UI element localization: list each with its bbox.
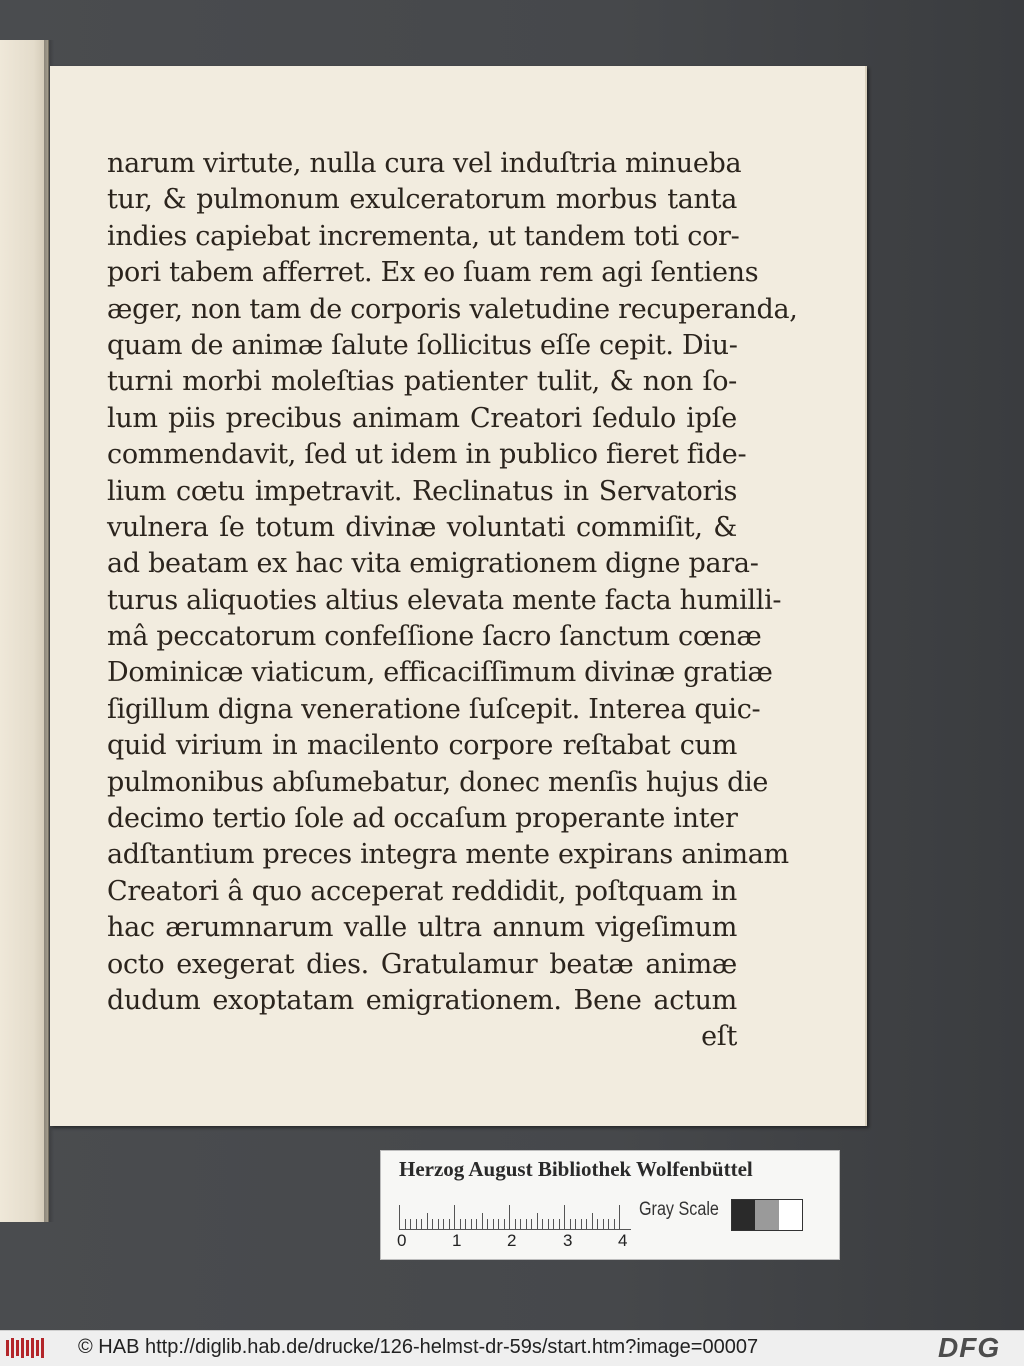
ruler-tick <box>438 1219 439 1229</box>
hab-logo-icon <box>6 1338 46 1358</box>
text-line: quam de animæ ſalute ſollicitus eſſe cepit. Diu- <box>107 329 738 361</box>
text-line: vulnera ſe totum divinæ voluntati commiſit, & <box>107 511 737 543</box>
page-text <box>107 146 798 1056</box>
ruler-tick <box>564 1205 565 1229</box>
ruler-tick <box>454 1205 455 1229</box>
ruler-tick <box>537 1213 538 1229</box>
text-line: mâ peccatorum confeſſione ſacro ſanctum cœnæ <box>107 621 762 653</box>
text-line: narum virtute, nulla cura vel induſtria minueba <box>107 148 742 179</box>
text-line: pulmonibus abſumebatur, donec menſis hujus die <box>107 766 769 798</box>
book-page <box>50 66 867 1126</box>
ruler-tick <box>581 1219 582 1229</box>
facing-page-edge <box>0 40 49 1222</box>
text-line: lium cœtu impetravit. Reclinatus in Servatoris <box>107 475 737 507</box>
text-line: Creatori â quo acceperat reddidit, poſtquam in <box>107 875 737 907</box>
gray-scale-label: Gray Scale <box>639 1199 719 1220</box>
ruler-number: 1 <box>452 1231 462 1250</box>
text-line: indies capiebat incrementa, ut tandem toti cor- <box>107 220 740 252</box>
copyright-url: © HAB http://diglib.hab.de/drucke/126-helmst-dr-59s/start.htm?image=00007 <box>78 1336 759 1358</box>
library-name: Herzog August Bibliothek Wolfenbüttel <box>399 1157 753 1181</box>
text-line: turus aliquoties altius elevata mente facta humilli- <box>107 584 782 616</box>
ruler-tick <box>405 1219 406 1229</box>
text-line: tur, & pulmonum exulceratorum morbus tanta <box>107 184 737 216</box>
ruler-tick <box>471 1219 472 1229</box>
footer-bar <box>0 1330 1024 1366</box>
text-line: ſigillum digna veneratione ſuſcepit. Interea quic- <box>107 693 761 725</box>
ruler-tick <box>597 1219 598 1229</box>
dfg-logo: DFG <box>938 1332 1001 1363</box>
ruler-tick <box>509 1205 510 1229</box>
ruler-number: 4 <box>618 1231 628 1250</box>
text-line: quid virium in macilento corpore reſtabat cum <box>107 730 737 762</box>
ruler-tick <box>504 1219 505 1229</box>
ruler-tick <box>608 1219 609 1229</box>
ruler-tick <box>493 1219 494 1229</box>
ruler-tick <box>427 1213 428 1229</box>
ruler-tick <box>443 1219 444 1229</box>
gray-swatch <box>732 1200 755 1230</box>
ruler-tick <box>449 1219 450 1229</box>
ruler-tick <box>619 1205 620 1229</box>
ruler-tick <box>531 1219 532 1229</box>
ruler-tick <box>553 1219 554 1229</box>
ruler-tick <box>482 1213 483 1229</box>
ruler-tick <box>603 1219 604 1229</box>
ruler-tick <box>548 1219 549 1229</box>
scale-ruler <box>399 1203 631 1230</box>
ruler-tick <box>592 1213 593 1229</box>
text-line: lum piis precibus animam Creatori ſedulo ipſe <box>107 402 737 434</box>
text-line: decimo tertio ſole ad occaſum properante inter <box>107 803 738 835</box>
ruler-tick <box>515 1219 516 1229</box>
text-line: pori tabem afferret. Ex eo ſuam rem agi ſentiens <box>107 257 759 289</box>
ruler-tick <box>421 1219 422 1229</box>
text-line: adſtantium preces integra mente expirans animam <box>107 839 789 871</box>
ruler-tick <box>586 1219 587 1229</box>
ruler-tick <box>460 1219 461 1229</box>
ruler-tick <box>542 1219 543 1229</box>
ruler-number: 0 <box>397 1231 407 1250</box>
ruler-tick <box>465 1219 466 1229</box>
gray-scale-swatches <box>731 1199 803 1231</box>
ruler-tick <box>487 1219 488 1229</box>
ruler-tick <box>498 1219 499 1229</box>
text-line: æger, non tam de corporis valetudine recuperanda, <box>107 293 798 325</box>
text-line: hac ærumnarum valle ultra annum vigeſimum <box>107 912 737 944</box>
ruler-tick <box>410 1219 411 1229</box>
gray-swatch <box>755 1200 778 1230</box>
ruler-tick <box>614 1219 615 1229</box>
text-line: ad beatam ex hac vita emigrationem digne para- <box>107 548 759 580</box>
catchword: eſt <box>701 1021 737 1053</box>
ruler-tick <box>570 1219 571 1229</box>
text-line: commendavit, ſed ut idem in publico fieret fide- <box>107 439 747 471</box>
ruler-tick <box>432 1219 433 1229</box>
ruler-tick <box>476 1219 477 1229</box>
ruler-tick <box>526 1219 527 1229</box>
text-line: Dominicæ viaticum, efficaciſſimum divinæ gratiæ <box>107 657 773 689</box>
ruler-tick <box>399 1205 400 1229</box>
ruler-number: 3 <box>563 1231 573 1250</box>
gray-swatch <box>779 1200 802 1230</box>
text-line: dudum exoptatam emigrationem. Bene actum <box>107 984 737 1016</box>
text-line: octo exegerat dies. Gratulamur beatæ animæ <box>107 948 737 980</box>
ruler-number: 2 <box>507 1231 517 1250</box>
ruler-tick <box>520 1219 521 1229</box>
color-calibration-card <box>380 1150 840 1260</box>
text-line: turni morbi moleſtias patienter tulit, & non ſo- <box>107 366 737 398</box>
ruler-tick <box>575 1219 576 1229</box>
ruler-tick <box>416 1219 417 1229</box>
ruler-tick <box>559 1219 560 1229</box>
